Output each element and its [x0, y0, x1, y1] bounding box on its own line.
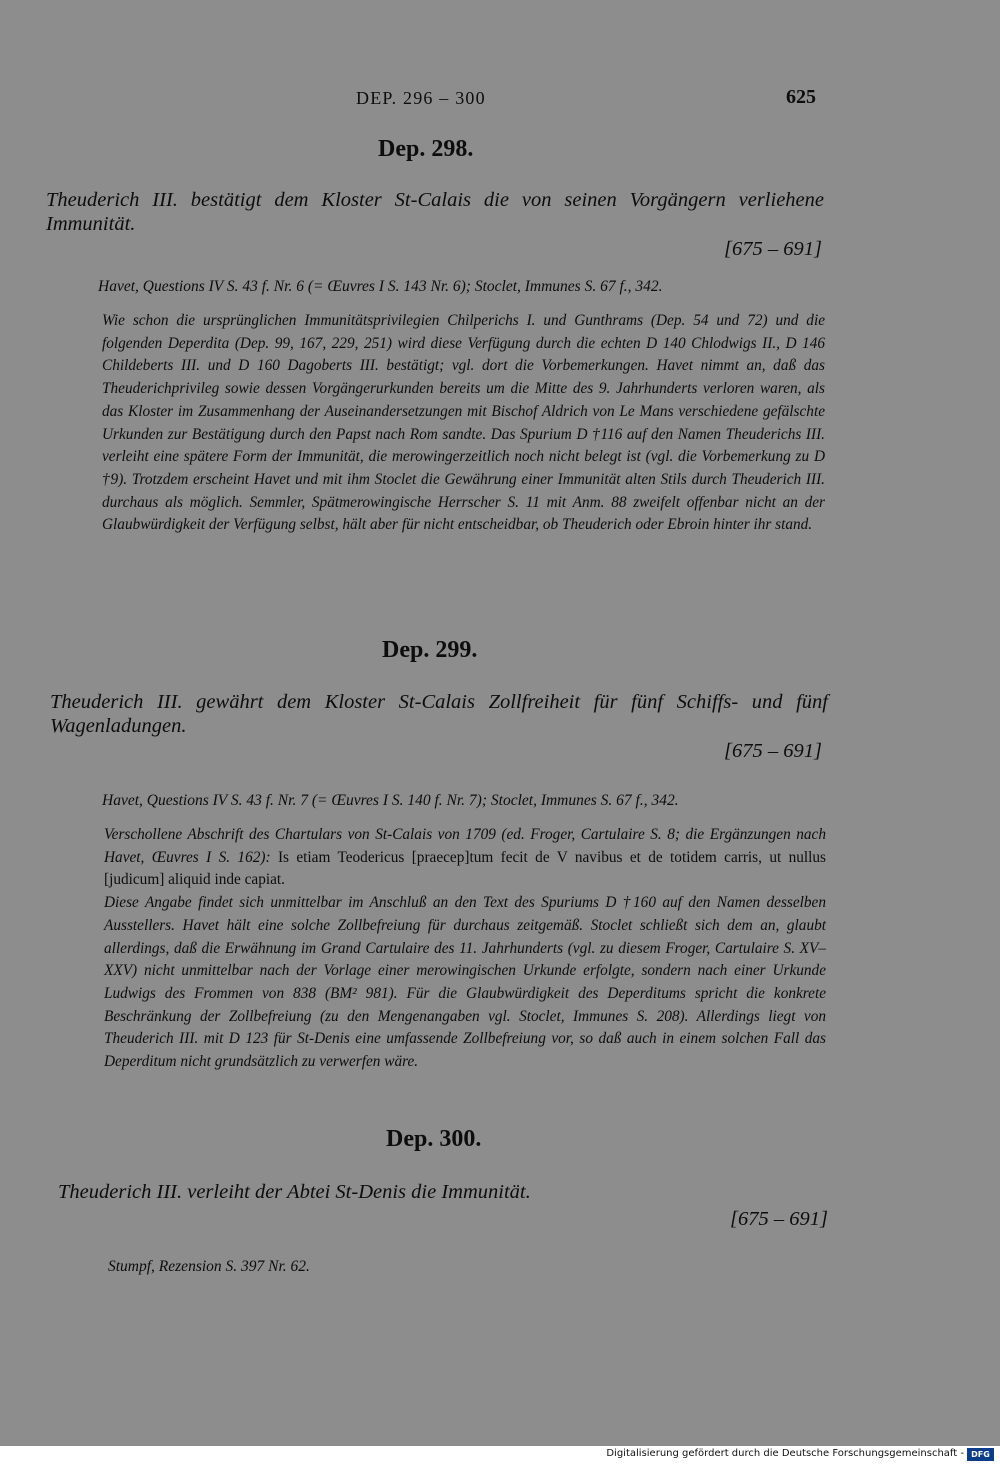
- running-head: DEP. 296 – 300: [356, 88, 486, 108]
- date-dep-300: [675 – 691]: [730, 1208, 828, 1230]
- commentary-dep-299: [104, 824, 826, 1074]
- references-dep-298: Havet, Questions IV S. 43 f. Nr. 6 (= Œuvres I S. 143 Nr. 6); Stoclet, Immunes S. 67 f., 342.: [98, 278, 663, 295]
- regest-dep-299: Theuderich III. gewährt dem Kloster St-Calais Zollfreiheit für fünf Schiffs- und fünf Wagenladungen.: [50, 691, 828, 737]
- references-dep-299: Havet, Questions IV S. 43 f. Nr. 7 (= Œuvres I S. 140 f. Nr. 7); Stoclet, Immunes S. 67 f., 342.: [102, 792, 679, 809]
- page-number: 625: [786, 86, 816, 108]
- commentary-quote: Is etiam Teodericus [praecep]tum fecit de V navibus et de totidem carris, ut nullus [judicum] aliquid inde capiat.: [104, 848, 826, 889]
- commentary-dep-298: [102, 310, 825, 537]
- entry-heading-dep-300: Dep. 300.: [386, 1126, 482, 1152]
- entry-heading-dep-298: Dep. 298.: [378, 136, 474, 162]
- regest-dep-298: Theuderich III. bestätigt dem Kloster St-Calais die von seinen Vorgängern verliehene Immunität.: [46, 189, 824, 235]
- dfg-logo: DFG: [967, 1448, 994, 1461]
- footer-credit: Digitalisierung gefördert durch die Deutsche Forschungsgemeinschaft -: [606, 1448, 964, 1459]
- references-dep-300: Stumpf, Rezension S. 397 Nr. 62.: [108, 1258, 310, 1275]
- commentary-intro: Verschollene Abschrift des Chartulars von St-Calais von 1709 (ed. Froger, Cartulaire S. 8; die Ergänzungen nach Havet, Œuvres I S. 162):: [104, 826, 826, 866]
- commentary-text: Wie schon die ursprünglichen Immunitätsprivilegien Chilperichs I. und Gunthrams (Dep. 54 und 72) und die folgenden Deperdita (Dep. 99, 167, 229, 251) wird diese Verfügung durch die echten D 140 Chlodwigs II., D 146 Childeberts III. und D 160 Dagoberts III. bestätigt; vgl. dort die Vorbemerkungen. Havet nimmt an, daß das Theuderichprivileg sowie dessen Vorgängerurkunden bereits um die Mitte des 9. Jahrhunderts verloren waren, als das Kloster im Zusammenhang der Auseinandersetzungen mit Bischof Aldrich von Le Mans verschiedene gefälschte Urkunden zur Bestätigung durch den Papst nach Rom sandte. Das Spurium D †116 auf den Namen Theuderichs III. verleiht eine spätere Form der Immunität, die merowingerzeitlich noch nicht belegt ist (vgl. die Vorbemerkung zu D †9). Trotzdem erscheint Havet und mit ihm Stoclet die Gewährung einer Immunität alten Stils durch Theuderich III. durchaus als möglich. Semmler, Spätmerowingische Herrscher S. 11 mit Anm. 88 zweifelt offenbar nicht an der Glaubwürdigkeit der Verfügung selbst, hält aber für nicht entscheidbar, ob Theuderich oder Ebroin hinter ihr stand.: [102, 312, 825, 534]
- commentary-text: Diese Angabe findet sich unmittelbar im Anschluß an den Text des Spuriums D †160 auf den Namen desselben Ausstellers. Havet hält eine solche Zollbefreiung für durchaus zeitgemäß. Stoclet schließt sich dem an, glaubt allerdings, daß die Erwähnung im Grand Cartulaire des 11. Jahrhunderts (vgl. zu diesem Froger, Cartulaire S. XV–XXV) nicht unmittelbar nach der Vorlage einer merowingischen Urkunde erfolgte, sondern nach einer Urkunde Ludwigs des Frommen von 838 (BM² 981). Für die Glaubwürdigkeit des Deperditums spricht die konkrete Beschränkung der Zollbefreiung (zu den Mengenangaben vgl. Stoclet, Immunes S. 208). Allerdings liegt von Theuderich III. mit D 123 für St-Denis eine umfassende Zollbefreiung vor, so daß auch in einem solchen Fall das Deperditum nicht grundsätzlich zu verwerfen wäre.: [104, 894, 826, 1071]
- commentary-source: [104, 824, 826, 892]
- date-dep-299: [675 – 691]: [724, 740, 822, 762]
- regest-dep-300: Theuderich III. verleiht der Abtei St-Denis die Immunität.: [58, 1181, 531, 1203]
- entry-heading-dep-299: Dep. 299.: [382, 637, 478, 663]
- date-dep-298: [675 – 691]: [724, 238, 822, 260]
- footer-bar: [0, 1446, 1000, 1464]
